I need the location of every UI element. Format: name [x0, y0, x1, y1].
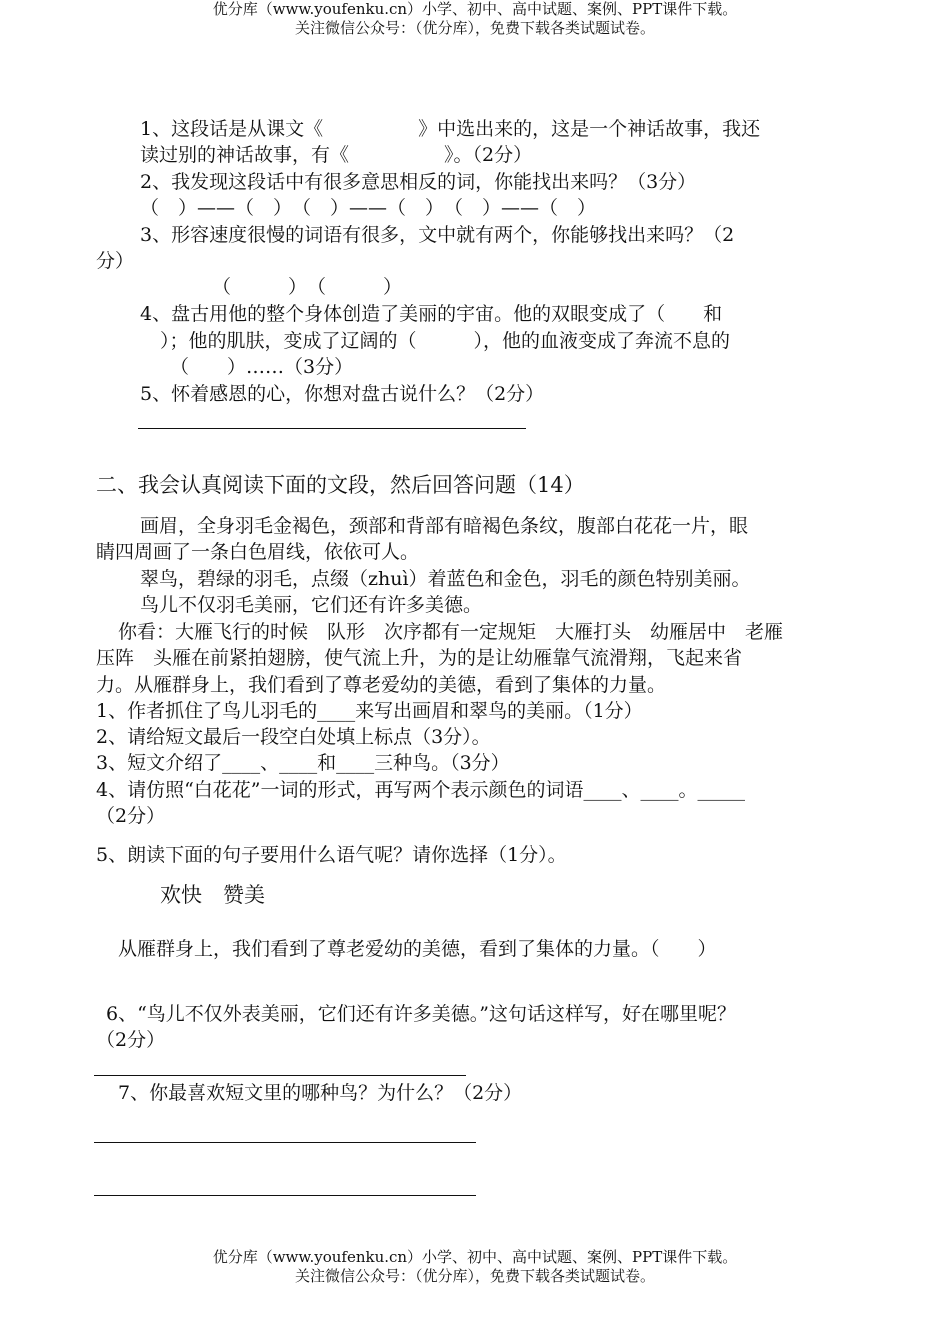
p2-q7-answer-line-1 [94, 1142, 476, 1143]
p2-q6-answer-line [94, 1075, 466, 1076]
p2-q4-line-a: 4、请仿照“白花花”一词的形式，再写两个表示颜色的词语____、____。_____ [96, 779, 746, 801]
p2-q6-line-a: 6、“鸟儿不仅外表美丽，它们还有许多美德。”这句话这样写，好在哪里呢？ [106, 1003, 737, 1025]
header-line-1: 优分库（www.youfenku.cn）小学、初中、高中试题、案例、PPT课件下载。 [212, 0, 738, 18]
p2-q7-answer-line-2 [94, 1195, 476, 1196]
p2-q2: 2、请给短文最后一段空白处填上标点（3分）。 [96, 726, 491, 748]
p1-q3-line-b: 分） [96, 250, 135, 272]
p1-q4-line-a: 4、盘古用他的整个身体创造了美丽的宇宙。他的双眼变成了（ 和 [140, 303, 723, 325]
p2-q5-sentence: 从雁群身上，我们看到了尊老爱幼的美德，看到了集体的力量。（ ） [118, 938, 717, 960]
p2-q1: 1、作者抓住了鸟儿羽毛的____来写出画眉和翠鸟的美丽。（1分） [96, 700, 643, 722]
p2-q4-line-b: （2分） [96, 805, 166, 827]
p1-q4-line-c: （ ）……（3分） [170, 356, 354, 378]
p1-q5: 5、怀着感恩的心，你想对盘古说什么？（2分） [140, 383, 545, 405]
header-line-2: 关注微信公众号：（优分库），免费下载各类试题试卷。 [294, 19, 655, 37]
p1-q5-answer-line [138, 428, 526, 429]
p2-q3: 3、短文介绍了____、____和____三种鸟。（3分） [96, 752, 510, 774]
passage-p4-line-c: 力。从雁群身上，我们看到了尊老爱幼的美德，看到了集体的力量。 [96, 674, 667, 696]
section-two-title: 二、我会认真阅读下面的文段，然后回答问题（14） [96, 473, 585, 497]
p2-q6-line-b: （2分） [96, 1029, 166, 1051]
footer-line-1: 优分库（www.youfenku.cn）小学、初中、高中试题、案例、PPT课件下载。 [212, 1248, 738, 1266]
passage-p4-line-b: 压阵 头雁在前紧拍翅膀，使气流上升，为的是让幼雁靠气流滑翔，飞起来省 [96, 647, 743, 669]
p1-q1-line-b: 读过别的神话故事，有《 》。（2分） [140, 144, 533, 166]
page-header [0, 0, 950, 38]
passage-p1-line-a: 画眉，全身羽毛金褐色，颈部和背部有暗褐色条纹，腹部白花花一片，眼 [140, 515, 749, 537]
p1-q2: 2、我发现这段话中有很多意思相反的词，你能找出来吗？（3分） [140, 171, 697, 193]
footer-line-2: 关注微信公众号：（优分库），免费下载各类试题试卷。 [294, 1267, 655, 1285]
p2-q5-options: 欢快 赞美 [160, 883, 265, 907]
page-footer [0, 1248, 950, 1286]
p1-q3-blanks: （ ） （ ） [212, 276, 403, 298]
p2-q7: 7、你最喜欢短文里的哪种鸟？为什么？（2分） [118, 1082, 523, 1104]
passage-p3: 鸟儿不仅羽毛美丽，它们还有许多美德。 [140, 594, 483, 616]
passage-p4-line-a: 你看：大雁飞行的时候 队形 次序都有一定规矩 大雁打头 幼雁居中 老雁 [118, 621, 784, 643]
p1-q1-line-a: 1、这段话是从课文《 》中选出来的，这是一个神话故事，我还 [140, 118, 761, 140]
p1-q3-line-a: 3、形容速度很慢的词语有很多，文中就有两个，你能够找出来吗？（2 [140, 224, 735, 246]
passage-p2: 翠鸟，碧绿的羽毛，点缀（zhuì）着蓝色和金色，羽毛的颜色特别美丽。 [140, 568, 751, 590]
passage-p1-line-b: 睛四周画了一条白色眉线，依依可人。 [96, 541, 420, 563]
p1-q4-line-b: ）；他的肌肤，变成了辽阔的（ ），他的血液变成了奔流不息的 [160, 330, 731, 352]
p2-q5: 5、朗读下面的句子要用什么语气呢？请你选择（1分）。 [96, 844, 567, 866]
p1-q2-blanks: （ ）——（ ） （ ）——（ ） （ ）——（ ） [140, 197, 597, 219]
